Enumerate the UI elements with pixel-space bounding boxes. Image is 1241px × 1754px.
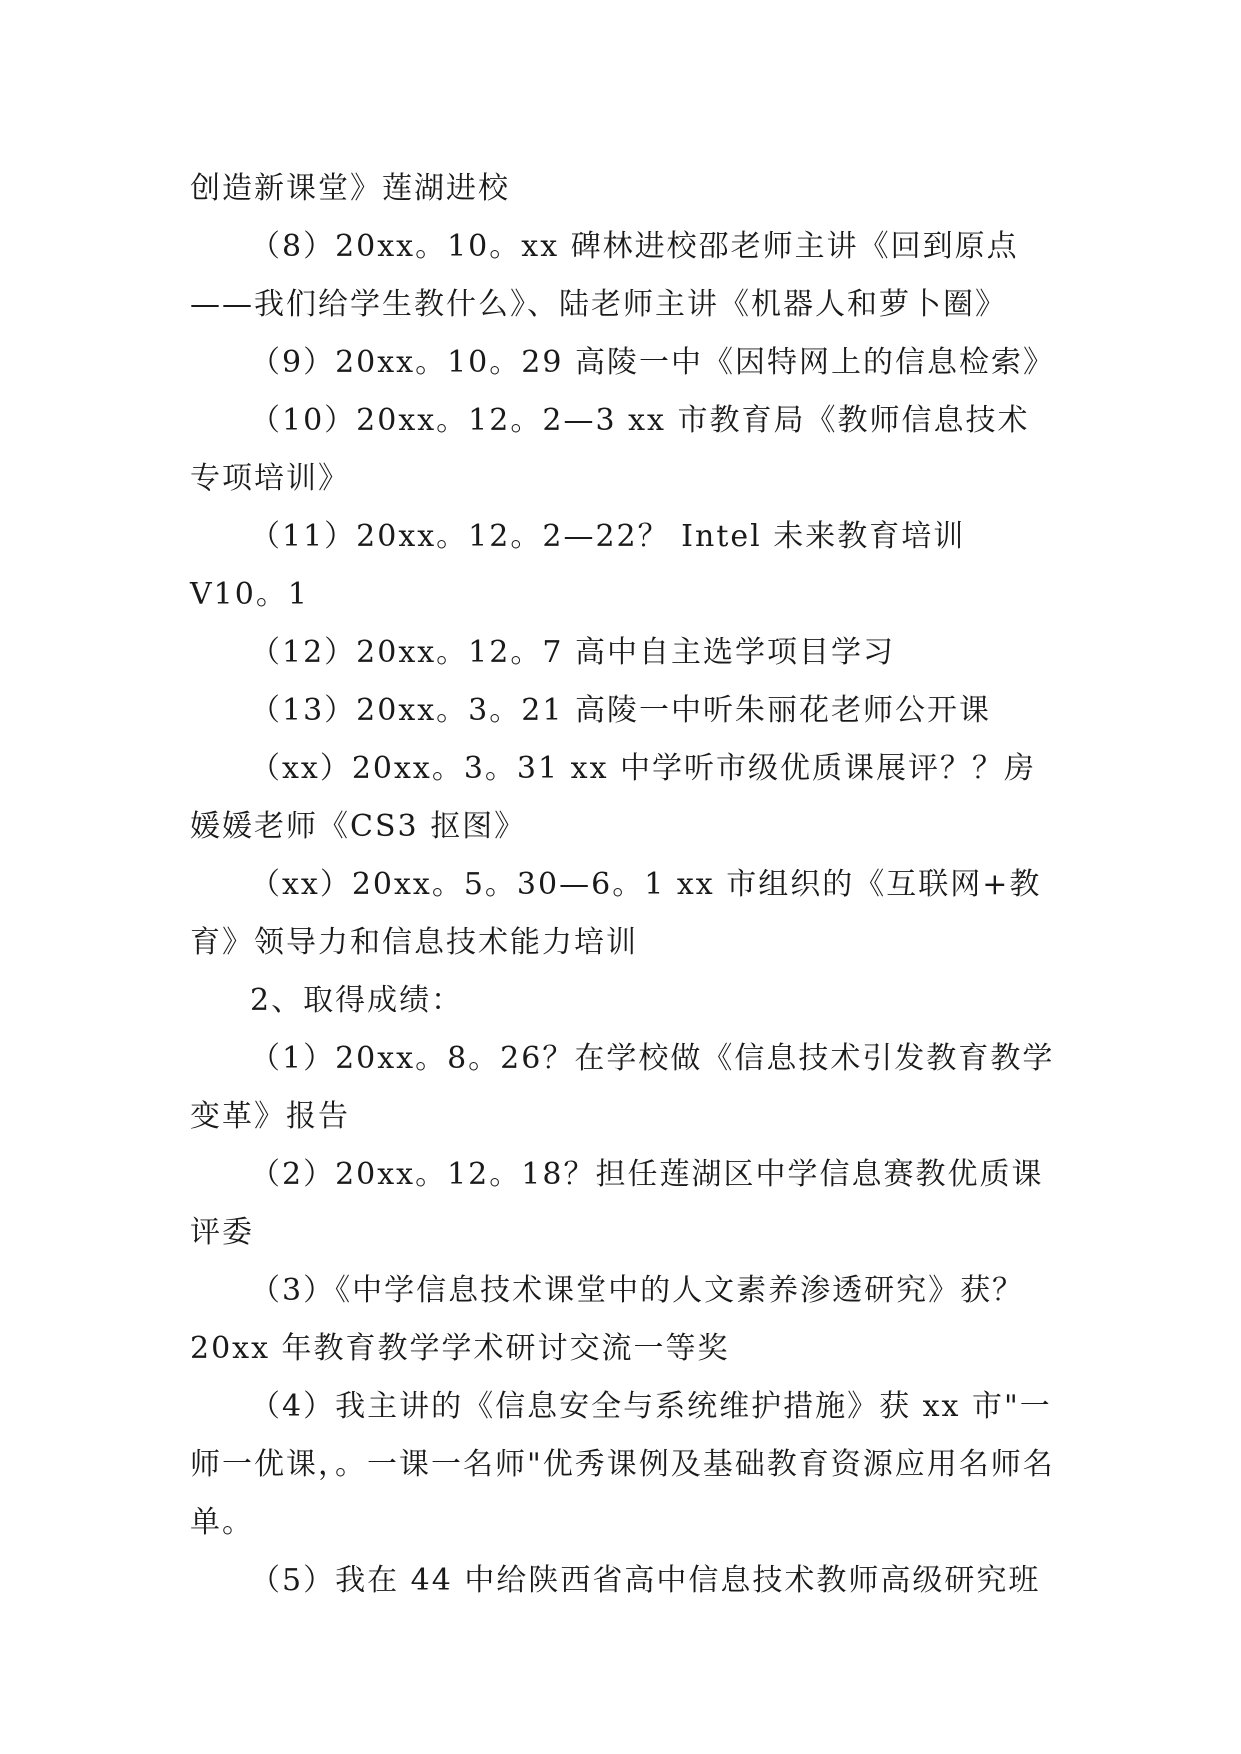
achievement-item-4: （4）我主讲的《信息安全与系统维护措施》获 xx 市"一师一优课，。一课一名师"优秀课例及基础教育资源应用名师名单。 (190, 1389, 1055, 1540)
list-item-xx-a: （xx）20xx。3。31 xx 中学听市级优质课展评？？房媛媛老师《CS3 抠图》 (190, 751, 1037, 844)
paragraph-continuation: 创造新课堂》莲湖进校 (190, 171, 510, 206)
achievement-item-5: （5）我在 44 中给陕西省高中信息技术教师高级研究班 (250, 1563, 1041, 1598)
list-item-8: （8）20xx。10。xx 碑林进校邵老师主讲《回到原点——我们给学生教什么》、陆老师主讲《机器人和萝卜圈》 (190, 229, 1019, 322)
list-item-10: （10）20xx。12。2—3 xx 市教育局《教师信息技术专项培训》 (190, 403, 1030, 496)
list-item-13: （13）20xx。3。21 高陵一中听朱丽花老师公开课 (250, 693, 991, 728)
list-item-9: （9）20xx。10。29 高陵一中《因特网上的信息检索》 (250, 345, 1055, 380)
achievement-item-1: （1）20xx。8。26？在学校做《信息技术引发教育教学变革》报告 (190, 1041, 1055, 1134)
list-item-11: （11）20xx。12。2—22？ Intel 未来教育培训 V10。1 (190, 519, 966, 612)
section-heading-achievements: 2、取得成绩： (250, 983, 464, 1018)
list-item-xx-b: （xx）20xx。5。30—6。1 xx 市组织的《互联网+教育》领导力和信息技术能力培训 (190, 867, 1042, 960)
achievement-item-3: （3）《中学信息技术课堂中的人文素养渗透研究》获？20xx 年教育教学学术研讨交流一等奖 (190, 1273, 1025, 1366)
document-body (190, 160, 1060, 1610)
list-item-12: （12）20xx。12。7 高中自主选学项目学习 (250, 635, 895, 670)
achievement-item-2: （2）20xx。12。18？担任莲湖区中学信息赛教优质课评委 (190, 1157, 1044, 1250)
